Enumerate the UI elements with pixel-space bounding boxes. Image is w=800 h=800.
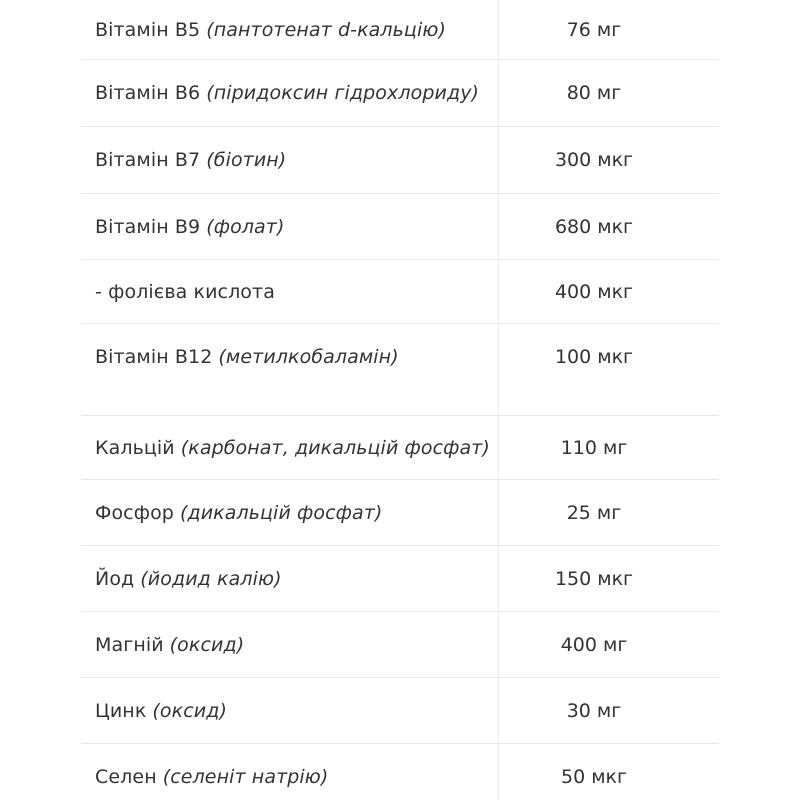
nutrient-name-cell [95, 260, 275, 323]
nutrient-name-cell [95, 127, 286, 193]
nutrient-name: Фосфор [95, 501, 174, 524]
group-separator-row [81, 390, 719, 416]
nutrient-note: (піридоксин гідрохлориду) [206, 82, 480, 104]
nutrient-amount: 300 мкг [554, 149, 634, 171]
table-row-vitamin-b9 [81, 194, 719, 260]
table-row-magnesium [81, 612, 719, 678]
nutrient-name: Вітамін B12 [95, 346, 213, 368]
nutrient-note: (йодид калію) [140, 567, 282, 590]
nutrient-amount: 50 мкг [560, 766, 627, 788]
table-row-vitamin-b6 [81, 60, 719, 127]
nutrient-amount: 400 мг [560, 633, 628, 656]
table-row-calcium [81, 416, 719, 480]
nutrient-name-cell [95, 324, 399, 390]
nutrient-name: Вітамін B6 [95, 82, 201, 104]
table-row-phosphorus [81, 480, 719, 546]
nutrient-name: Вітамін B5 [95, 18, 201, 41]
nutrient-name-cell [95, 612, 244, 677]
nutrient-name-cell [95, 0, 446, 59]
table-row-vitamin-b7 [81, 127, 719, 194]
nutrient-name: Вітамін B9 [95, 215, 201, 238]
table-row-iodine [81, 546, 719, 612]
nutrient-amount: 76 мг [566, 18, 622, 41]
nutrient-amount: 80 мг [566, 82, 622, 104]
nutrient-name: Йод [95, 567, 135, 590]
nutrient-note: (метилкобаламін) [218, 346, 399, 368]
nutrient-note: (пантотенат d-кальцію) [206, 18, 446, 41]
nutrient-name: Вітамін B7 [95, 149, 201, 171]
nutrient-name-cell [95, 416, 490, 479]
table-row-selenium [81, 744, 719, 800]
nutrient-amount: 25 мг [566, 501, 622, 524]
nutrient-name: Селен [95, 766, 157, 788]
nutrient-name-cell [95, 60, 479, 126]
nutrient-note: (оксид) [169, 633, 245, 656]
nutrient-note: (біотин) [206, 149, 287, 171]
nutrient-amount: 100 мкг [554, 346, 634, 368]
nutrient-name-cell [95, 480, 382, 545]
nutrient-note: (дикальцій фосфат) [179, 501, 383, 524]
nutrient-name-cell [95, 744, 328, 800]
nutrient-name: Магній [95, 633, 164, 656]
nutrient-amount: 680 мкг [554, 215, 634, 238]
nutrient-note: (селеніт натрію) [162, 766, 329, 788]
nutrient-amount: 30 мг [566, 699, 622, 722]
table-row-vitamin-b5 [81, 0, 719, 60]
nutrient-table [81, 0, 719, 800]
nutrient-note: (оксид) [152, 699, 227, 722]
nutrient-name-cell [95, 546, 282, 611]
nutrient-amount: 150 мкг [554, 567, 634, 590]
nutrient-name: Цинк [95, 699, 147, 722]
nutrient-name: - фолієва кислота [95, 280, 275, 303]
nutrient-note: (карбонат, дикальцій фосфат) [180, 436, 490, 459]
nutrient-amount: 110 мг [560, 436, 628, 459]
table-row-folic-acid [81, 260, 719, 324]
nutrient-amount: 400 мкг [554, 280, 634, 303]
nutrient-note: (фолат) [206, 215, 285, 238]
nutrient-name: Кальцій [95, 436, 175, 459]
column-divider [498, 390, 499, 415]
nutrient-name-cell [95, 194, 284, 259]
nutrient-name-cell [95, 678, 227, 743]
table-row-zinc [81, 678, 719, 744]
table-row-vitamin-b12 [81, 324, 719, 390]
